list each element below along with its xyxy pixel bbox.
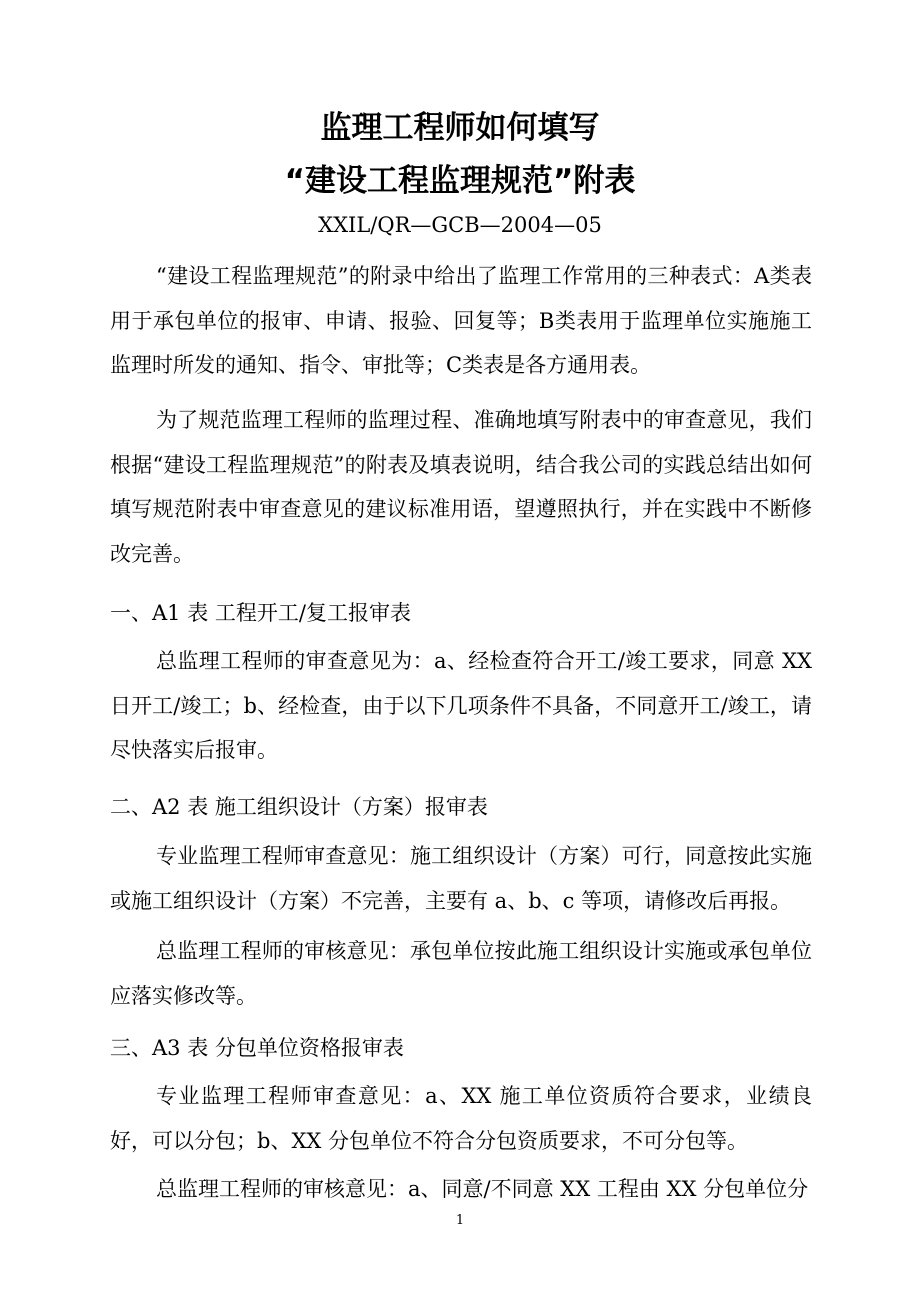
document-number: XXIL/QR—GCB—2004—05 (318, 213, 602, 237)
section-a1-paragraph-1: 总监理工程师的审查意见为：a、经检查符合开工/竣工要求，同意 XX 日开工/竣工；b、经检查，由于以下几项条件不具备，不同意开工/竣工，请尽快落实后报审。 (110, 649, 812, 762)
section-a3-paragraph-1: 专业监理工程师审查意见：a、XX 施工单位资质符合要求，业绩良好，可以分包；b、XX 分包单位不符合分包资质要求，不可分包等。 (110, 1084, 812, 1153)
page-number: 1 (455, 1213, 465, 1228)
section-heading-a1: 一、A1 表 工程开工/复工报审表 (110, 601, 411, 625)
section-a2-paragraph-1: 专业监理工程师审查意见：施工组织设计（方案）可行，同意按此实施或施工组织设计（方案）不完善，主要有 a、b、c 等项，请修改后再报。 (110, 844, 812, 913)
document-title-line2: “建设工程监理规范”附表 (284, 163, 636, 199)
section-heading-a3: 三、A3 表 分包单位资格报审表 (110, 1036, 404, 1060)
section-a3-paragraph-2: 总监理工程师的审核意见：a、同意/不同意 XX 工程由 XX 分包单位分 (156, 1177, 809, 1201)
section-heading-a2: 二、A2 表 施工组织设计（方案）报审表 (110, 795, 488, 819)
intro-paragraph-2: 为了规范监理工程师的监理过程、准确地填写附表中的审查意见，我们根据“建设工程监理规范”的附表及填表说明，结合我公司的实践总结出如何填写规范附表中审查意见的建议标准用语，望遵照执行，并在实践中不断修改完善。 (110, 408, 812, 566)
section-a2-paragraph-2: 总监理工程师的审核意见：承包单位按此施工组织设计实施或承包单位应落实修改等。 (110, 939, 812, 1008)
intro-paragraph-1: “建设工程监理规范”的附录中给出了监理工作常用的三种表式：A类表用于承包单位的报审、申请、报验、回复等；B类表用于监理单位实施施工监理时所发的通知、指令、审批等；C类表是各方通用表。 (110, 264, 812, 377)
document-title-line1: 监理工程师如何填写 (320, 110, 600, 146)
